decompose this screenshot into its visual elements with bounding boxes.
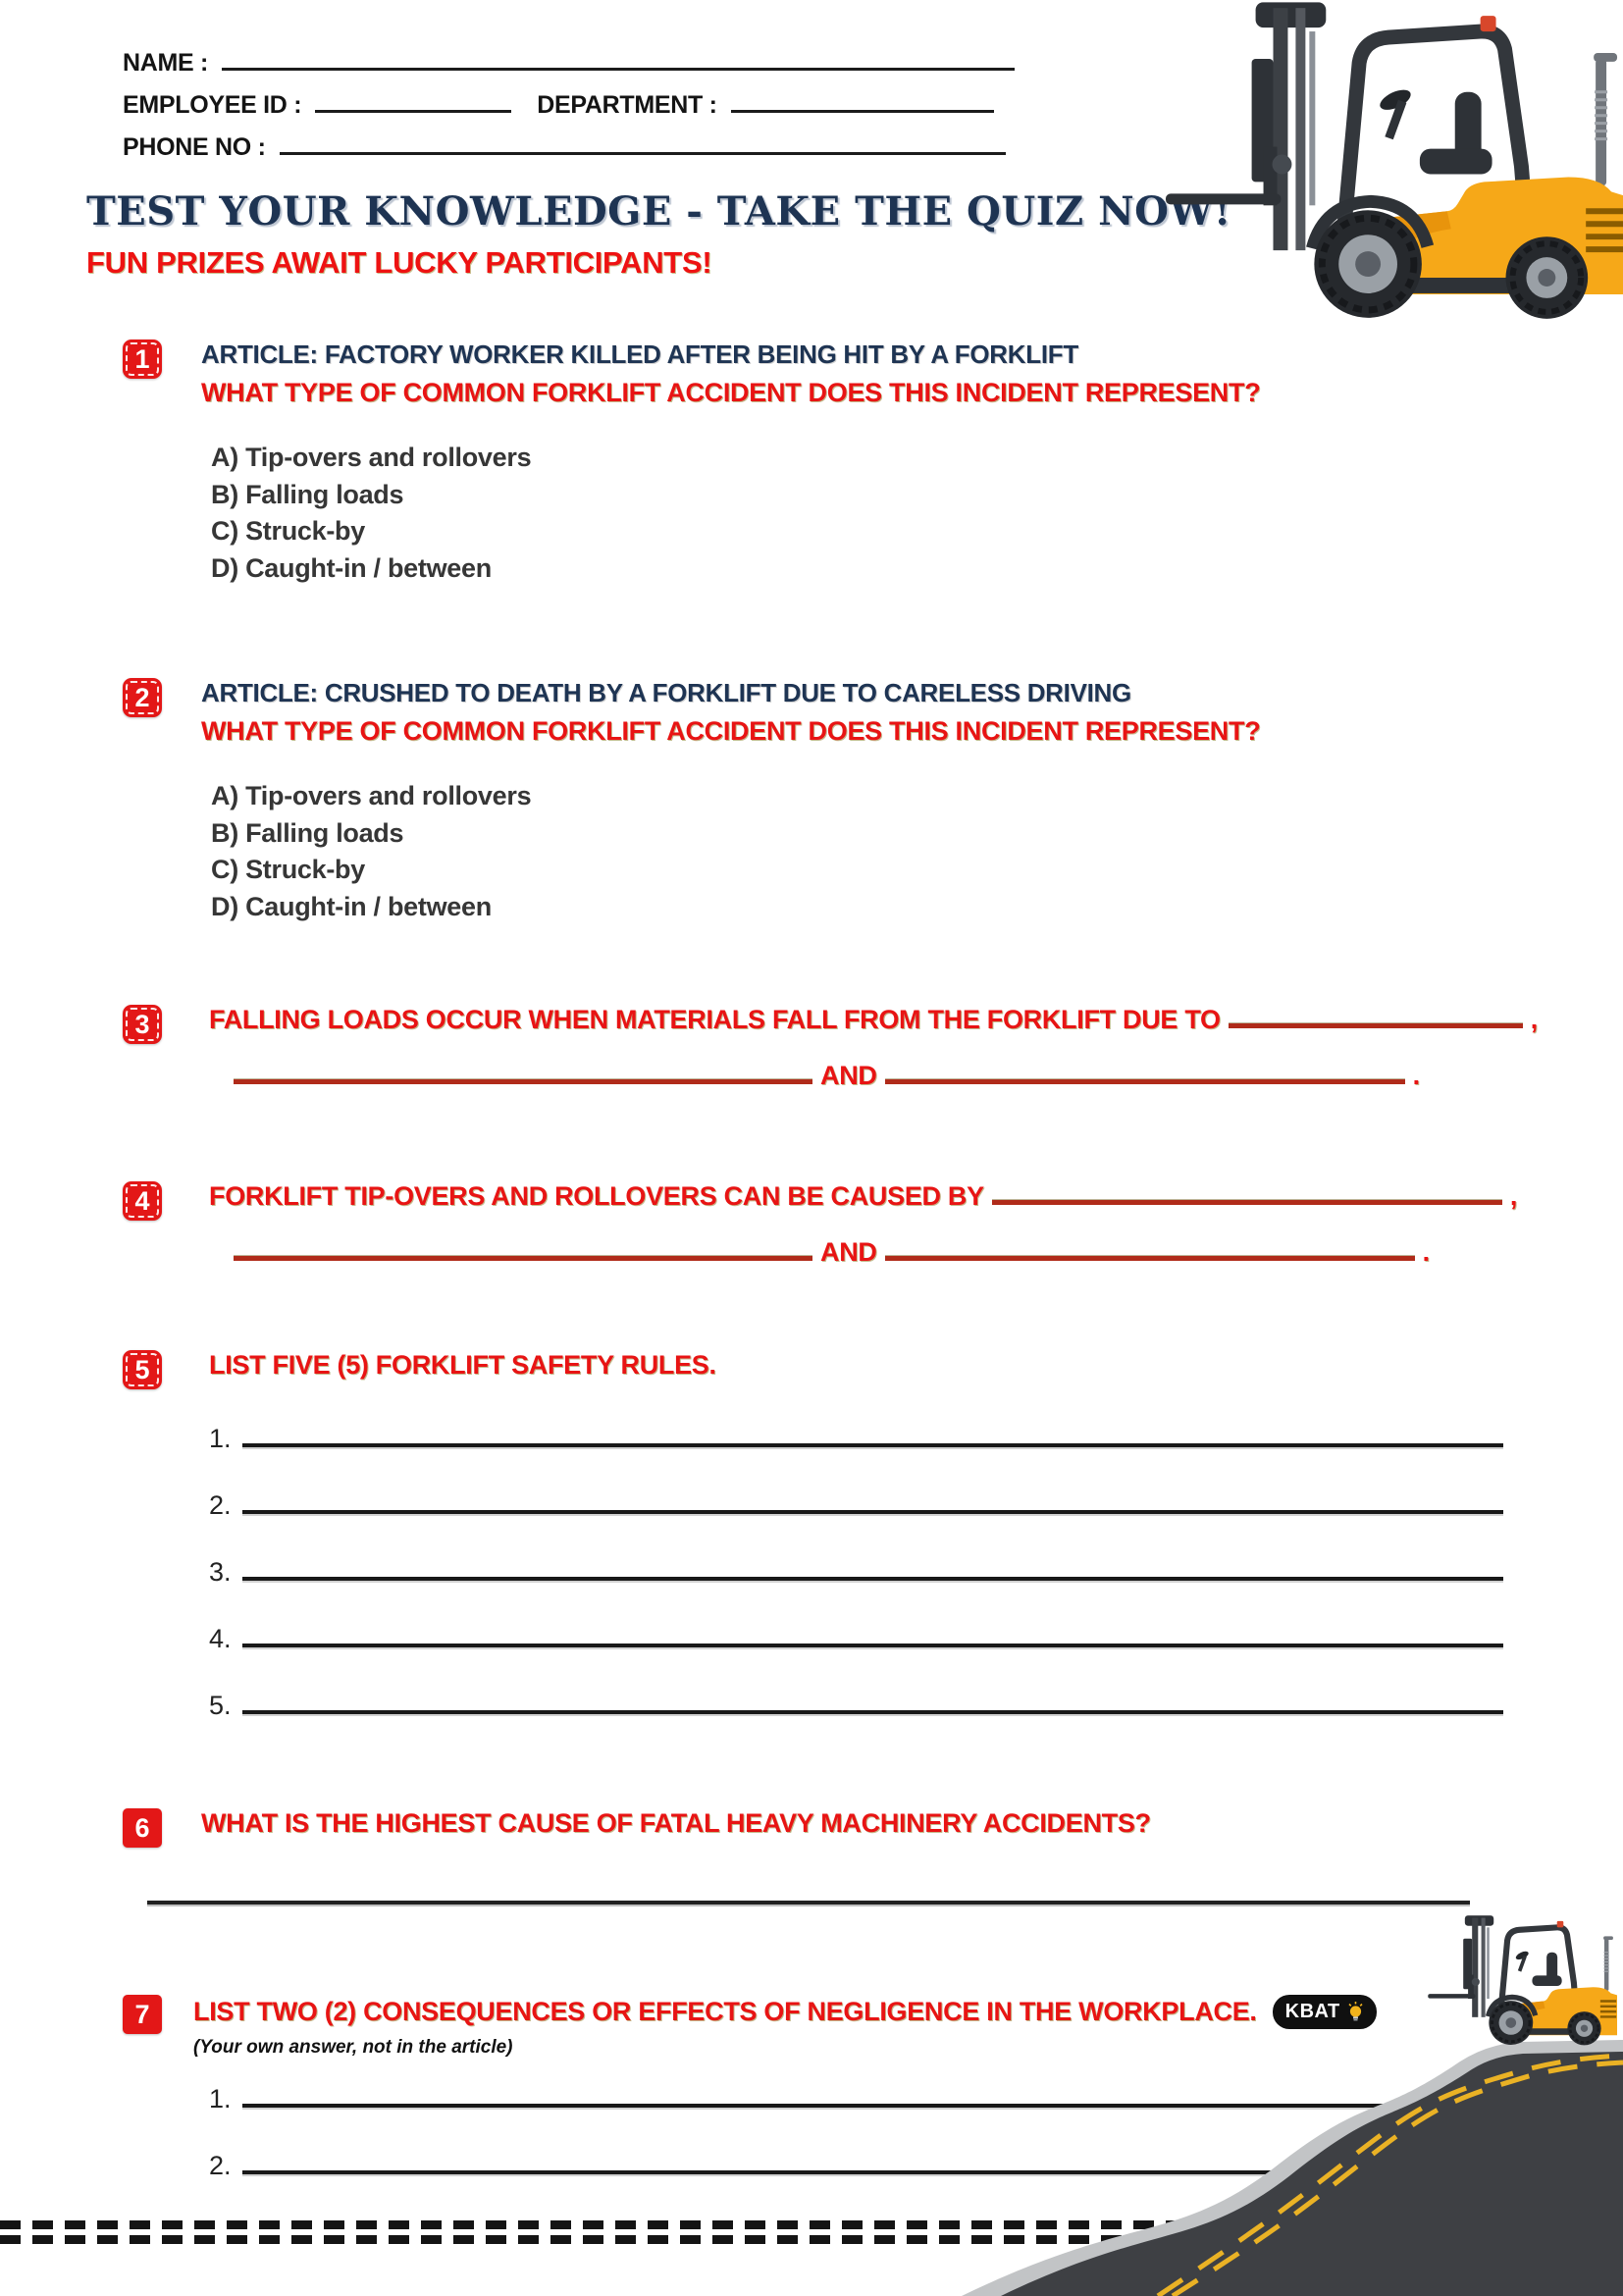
- quiz-subtitle: FUN PRIZES AWAIT LUCKY PARTICIPANTS!: [86, 245, 712, 280]
- rule-row-4: [209, 1624, 1565, 1654]
- and-word: AND: [820, 1237, 877, 1267]
- forklift-illustration-small: [1425, 1915, 1617, 2048]
- option-c[interactable]: C) Struck-by: [211, 516, 365, 546]
- question-1-number-badge: 1: [123, 339, 162, 379]
- question-2-number-badge: 2: [123, 678, 162, 717]
- rule-number: 3.: [209, 1557, 232, 1587]
- question-3-number-badge: 3: [123, 1005, 162, 1044]
- question-4-line-1: [209, 1181, 1565, 1212]
- quiz-title: TEST YOUR KNOWLEDGE - TAKE THE QUIZ NOW!: [86, 188, 1231, 235]
- question-4: [123, 1181, 1565, 1268]
- question-7-note: (Your own answer, not in the article): [193, 2037, 513, 2058]
- option-c[interactable]: C) Struck-by: [211, 855, 365, 884]
- period: .: [1412, 1061, 1420, 1090]
- rule-row-5: [209, 1691, 1565, 1721]
- employee-id-input-line[interactable]: [315, 110, 511, 113]
- blank-line-1[interactable]: [1229, 1023, 1523, 1028]
- question-2-text: WHAT TYPE OF COMMON FORKLIFT ACCIDENT DOES THIS INCIDENT REPRESENT?: [201, 716, 1261, 746]
- and-word: AND: [820, 1061, 877, 1090]
- question-5-number-badge: 5: [123, 1350, 162, 1389]
- option-b[interactable]: B) Falling loads: [211, 817, 404, 848]
- employee-department-row: [123, 91, 1015, 133]
- kbat-label: KBAT: [1284, 2001, 1340, 2022]
- employee-id-label: EMPLOYEE ID :: [123, 91, 302, 119]
- question-1-text: WHAT TYPE OF COMMON FORKLIFT ACCIDENT DOES THIS INCIDENT REPRESENT?: [201, 378, 1261, 407]
- question-3: [123, 1005, 1565, 1091]
- question-4-line-2: [234, 1237, 1565, 1268]
- question-1-article: ARTICLE: FACTORY WORKER KILLED AFTER BEING HIT BY A FORKLIFT: [201, 339, 1078, 369]
- question-3-text: FALLING LOADS OCCUR WHEN MATERIALS FALL FROM THE FORKLIFT DUE TO: [209, 1005, 1221, 1034]
- department-label: DEPARTMENT :: [537, 91, 717, 119]
- question-2-article: ARTICLE: CRUSHED TO DEATH BY A FORKLIFT DUE TO CARELESS DRIVING: [201, 678, 1131, 707]
- question-1: [123, 339, 1565, 587]
- rule-number: 5.: [209, 1691, 232, 1720]
- question-3-line-2: [234, 1061, 1565, 1091]
- option-a[interactable]: A) Tip-overs and rollovers: [211, 781, 532, 810]
- rule-input-line-4[interactable]: [242, 1644, 1503, 1647]
- consequence-number: 1.: [209, 2084, 232, 2113]
- option-a[interactable]: A) Tip-overs and rollovers: [211, 443, 532, 472]
- rule-input-line-3[interactable]: [242, 1577, 1503, 1581]
- rule-input-line-5[interactable]: [242, 1710, 1503, 1714]
- question-5-text: LIST FIVE (5) FORKLIFT SAFETY RULES.: [209, 1350, 716, 1380]
- rule-number: 2.: [209, 1490, 232, 1520]
- comma: ,: [1530, 1005, 1538, 1034]
- question-4-number-badge: 4: [123, 1181, 162, 1221]
- question-7-number-badge: 7: [123, 1995, 162, 2034]
- name-label: NAME :: [123, 49, 209, 77]
- period: .: [1422, 1237, 1430, 1267]
- rule-number: 1.: [209, 1424, 232, 1453]
- option-b[interactable]: B) Falling loads: [211, 479, 404, 509]
- blank-line-3[interactable]: [885, 1079, 1405, 1084]
- rule-input-line-1[interactable]: [242, 1443, 1503, 1447]
- phone-row: [123, 133, 1015, 176]
- rule-row-2: [209, 1490, 1565, 1521]
- blank-line-2[interactable]: [234, 1256, 812, 1261]
- question-4-text: FORKLIFT TIP-OVERS AND ROLLOVERS CAN BE CAUSED BY: [209, 1181, 984, 1211]
- question-1-options: [211, 440, 1565, 587]
- question-2: [123, 678, 1565, 925]
- phone-label: PHONE NO :: [123, 133, 266, 161]
- rule-number: 4.: [209, 1624, 232, 1653]
- question-2-options: [211, 778, 1565, 925]
- question-6-number-badge: 6: [123, 1808, 162, 1848]
- question-3-line-1: [209, 1005, 1565, 1035]
- name-input-line[interactable]: [222, 68, 1015, 71]
- phone-input-line[interactable]: [280, 152, 1006, 155]
- consequence-number: 2.: [209, 2151, 232, 2180]
- blank-line-2[interactable]: [234, 1079, 812, 1084]
- question-6-text: WHAT IS THE HIGHEST CAUSE OF FATAL HEAVY MACHINERY ACCIDENTS?: [201, 1808, 1151, 1838]
- rule-row-3: [209, 1557, 1565, 1588]
- rule-input-line-2[interactable]: [242, 1510, 1503, 1514]
- department-input-line[interactable]: [731, 110, 994, 113]
- option-d[interactable]: D) Caught-in / between: [211, 552, 492, 583]
- question-7-text: LIST TWO (2) CONSEQUENCES OR EFFECTS OF NEGLIGENCE IN THE WORKPLACE.: [193, 1997, 1257, 2026]
- forklift-illustration: [1158, 2, 1623, 325]
- question-5: [123, 1350, 1565, 1721]
- name-row: [123, 49, 1015, 91]
- identity-fields: [123, 49, 1015, 176]
- option-d[interactable]: D) Caught-in / between: [211, 891, 492, 921]
- blank-line-1[interactable]: [992, 1200, 1502, 1205]
- comma: ,: [1509, 1181, 1518, 1211]
- blank-line-3[interactable]: [885, 1256, 1415, 1261]
- rule-row-1: [209, 1424, 1565, 1454]
